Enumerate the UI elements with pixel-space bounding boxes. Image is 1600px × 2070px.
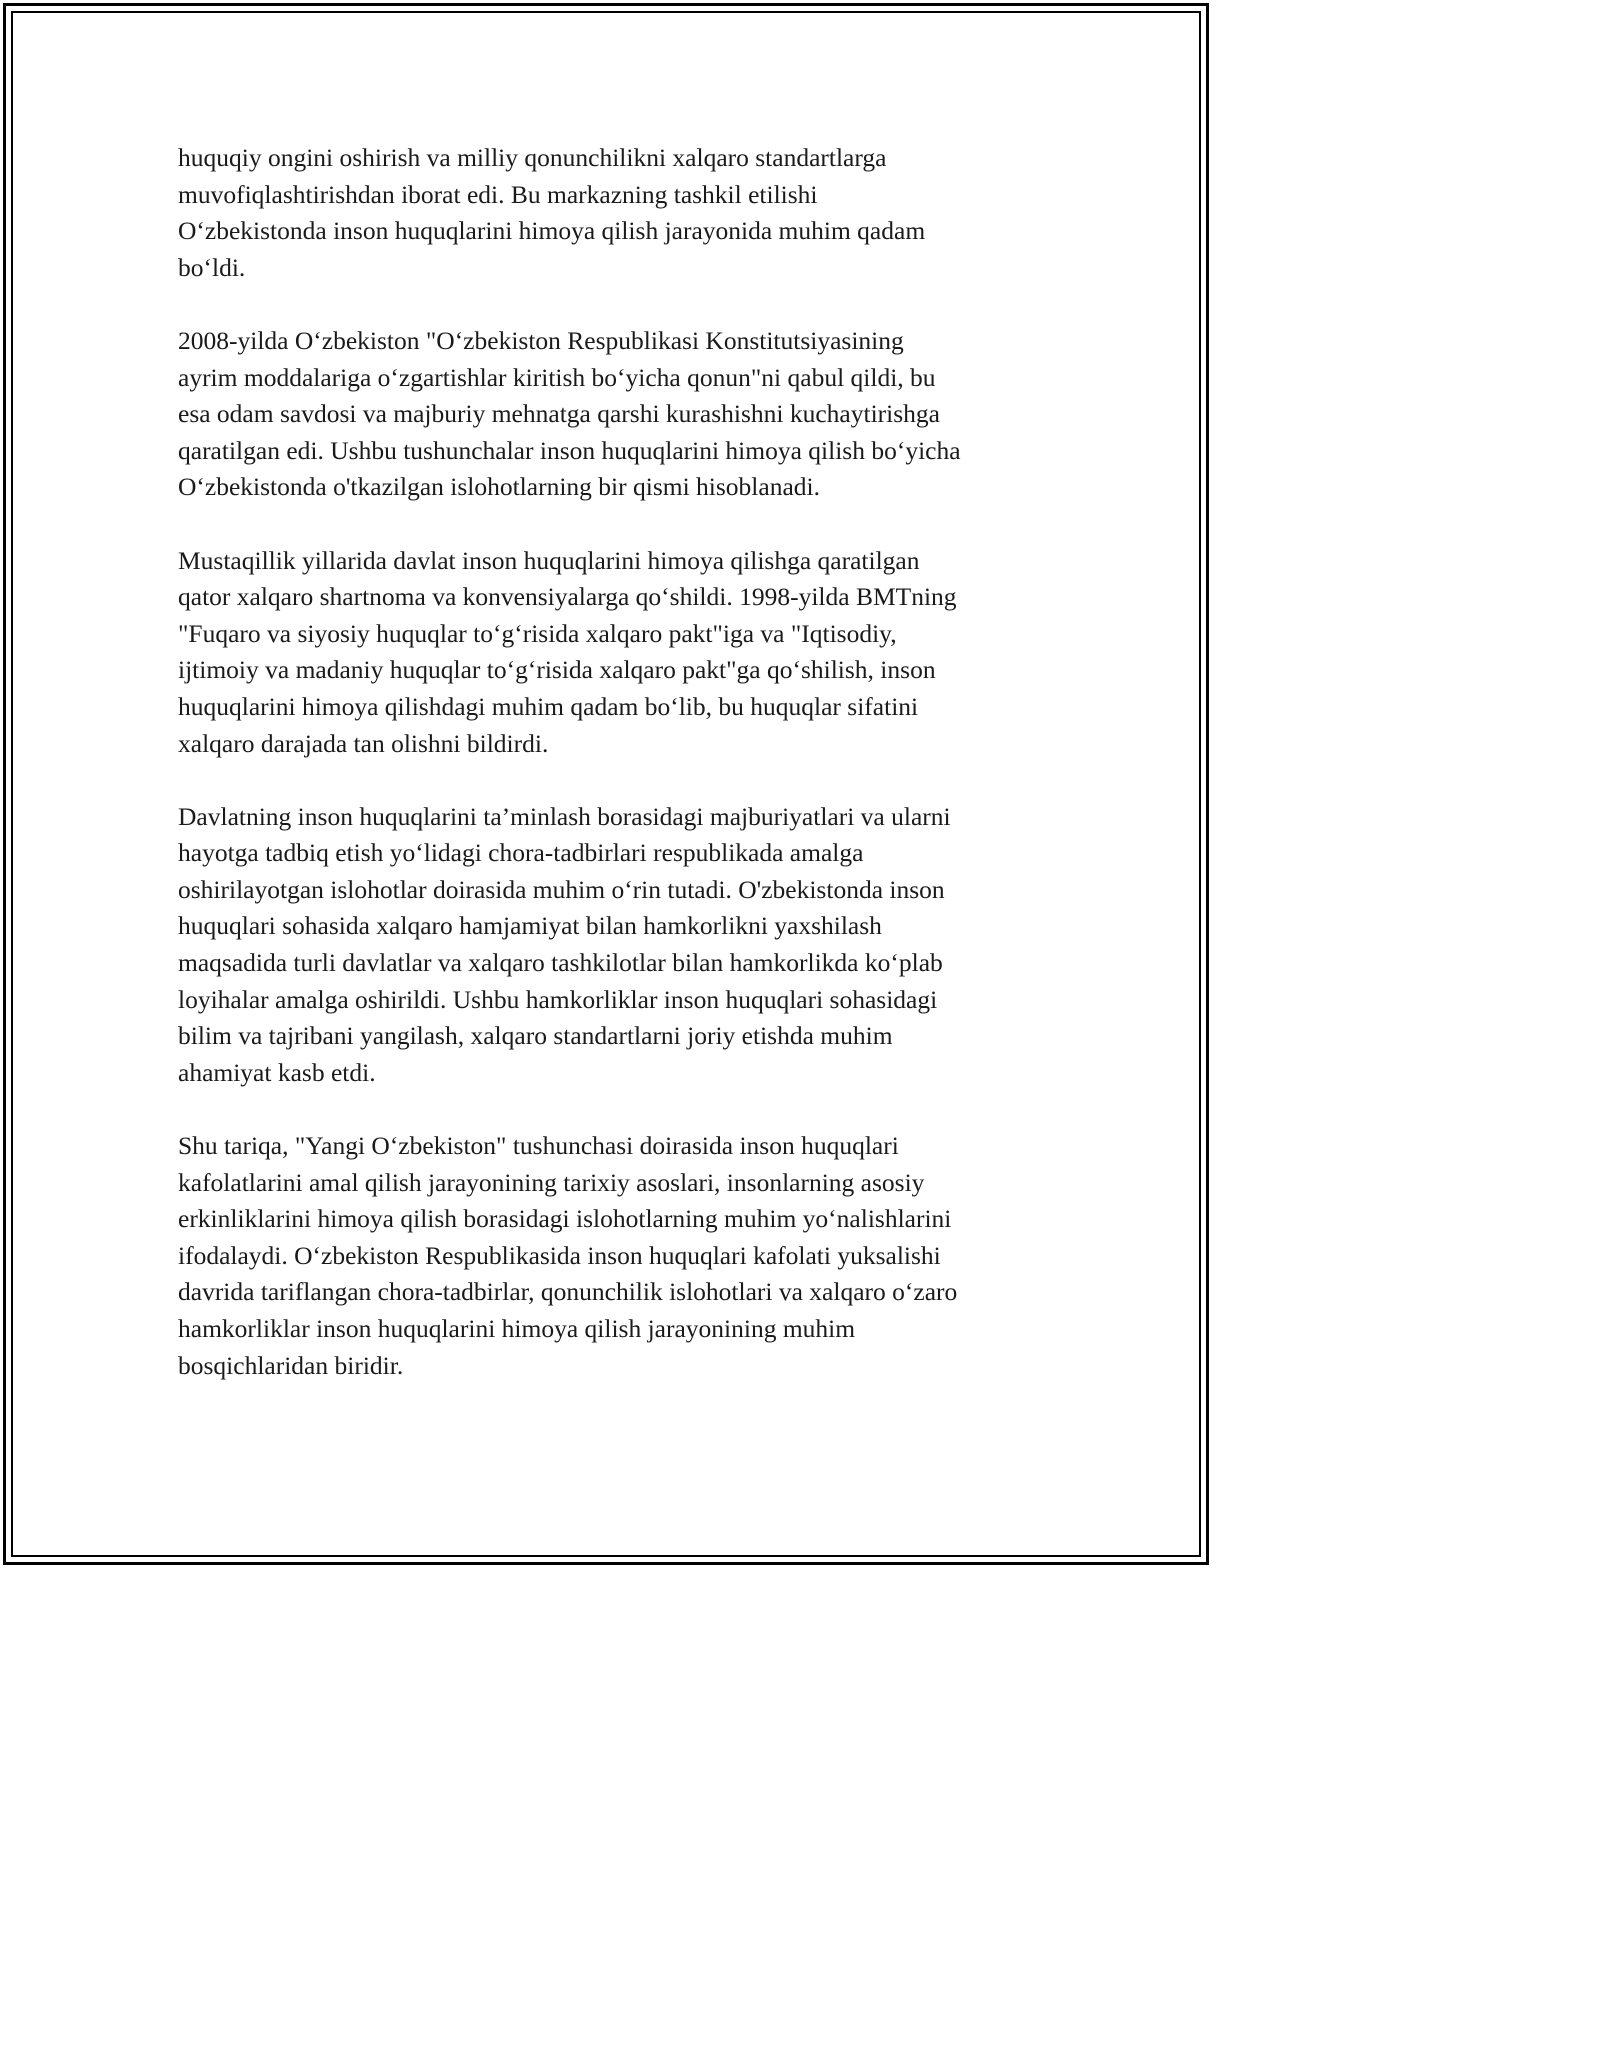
document-body [178, 140, 1038, 1384]
paragraph-1: huquqiy ongini oshirish va milliy qonunchilikni xalqaro standartlarga muvofiqlashtirishdan iborat edi. Bu markazning tashkil etilishi O‘zbekistonda inson huquqlarini himoya qilish jarayonida muhim qadam bo‘ldi. [178, 143, 926, 282]
paragraph-3: Mustaqillik yillarida davlat inson huquqlarini himoya qilishga qaratilgan qator xalqaro shartnoma va konvensiyalarga qo‘shildi. 1998-yilda BMTning "Fuqaro va siyosiy huquqlar to‘g‘risida xalqaro pakt"iga va "Iqtisodiy, ijtimoiy va madaniy huquqlar to‘g‘risida xalqaro pakt"ga qo‘shilish, inson huquqlarini himoya qilishdagi muhim qadam bo‘lib, bu huquqlar sifatini xalqaro darajada tan olishni bildirdi. [178, 545, 957, 758]
paragraph-4: Davlatning inson huquqlarini ta’minlash borasidagi majburiyatlari va ularni hayotga tadbiq etish yo‘lidagi chora-tadbirlari respublikada amalga oshirilayotgan islohotlar doirasida muhim o‘rin tutadi. O'zbekistonda inson huquqlari sohasida xalqaro hamjamiyat bilan hamkorlikni yaxshilash maqsadida turli davlatlar va xalqaro tashkilotlar bilan hamkorlikda ko‘plab loyihalar amalga oshirildi. Ushbu hamkorliklar inson huquqlari sohasidagi bilim va tajribani yangilash, xalqaro standartlarni joriy etishda muhim ahamiyat kasb etdi. [178, 801, 951, 1087]
paragraph-5: Shu tariqa, "Yangi O‘zbekiston" tushunchasi doirasida inson huquqlari kafolatlarini amal qilish jarayonining tarixiy asoslari, insonlarning asosiy erkinliklarini himoya qilish borasidagi islohotlarning muhim yo‘nalishlarini ifodalaydi. O‘zbekiston Respublikasida inson huquqlari kafolati yuksalishi davrida tariflangan chora-tadbirlar, qonunchilik islohotlari va xalqaro o‘zaro hamkorliklar inson huquqlarini himoya qilish jarayonining muhim bosqichlaridan biridir. [178, 1131, 958, 1380]
paragraph-2: 2008-yilda O‘zbekiston "O‘zbekiston Respublikasi Konstitutsiyasining ayrim moddalariga o‘zgartishlar kiritish bo‘yicha qonun"ni qabul qildi, bu esa odam savdosi va majburiy mehnatga qarshi kurashishni kuchaytirishga qaratilgan edi. Ushbu tushunchalar inson huquqlarini himoya qilish bo‘yicha O‘zbekistonda o'tkazilgan islohotlarning bir qismi hisoblanadi. [178, 325, 961, 502]
